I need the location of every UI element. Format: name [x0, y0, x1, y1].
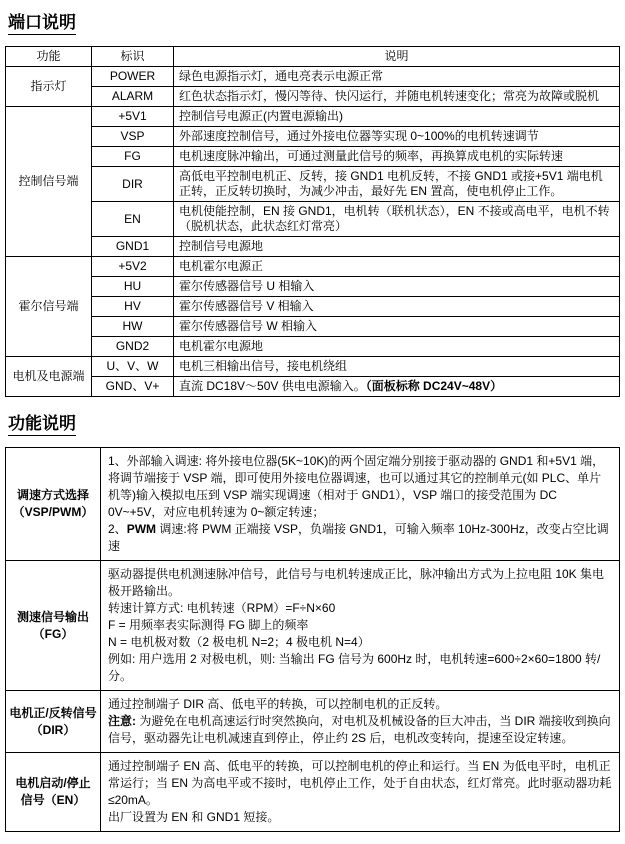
fn-row-vsp-pwm — [6, 448, 620, 561]
paragraph: 注意: 为避免在电机高速运行时突然换向，对电机及机械设备的巨大冲击，当 DIR 端接收到换向信号，驱动器先让电机减速直到停止，停止约 2S 后，电机改变转向，提速至设定转速。 — [108, 714, 611, 745]
fn-label-line: 调速方式选择 — [16, 488, 89, 502]
desc-cell: 霍尔传感器信号 W 相输入 — [174, 317, 620, 337]
desc-cell: 外部速度控制信号，通过外接电位器等实现 0~100%的电机转速调节 — [174, 127, 620, 147]
desc-cell: 控制信号电源正(内置电源输出) — [174, 107, 620, 127]
fn-desc-cell — [101, 448, 620, 561]
fn-row-dir — [6, 691, 620, 753]
fn-desc-cell — [101, 753, 620, 832]
fn-row-en — [6, 753, 620, 832]
fn-label-line: 信号（EN） — [20, 793, 86, 807]
fn-label-line: （FG） — [32, 626, 74, 641]
id-cell: HW — [92, 317, 174, 337]
port-row-power — [6, 67, 620, 87]
fn-label-line: （DIR） — [30, 722, 76, 737]
id-cell: DIR — [92, 167, 174, 202]
function-table — [5, 447, 620, 832]
port-row-hv — [6, 297, 620, 317]
fn-label-cell — [6, 753, 101, 832]
fn-label-line: 测速信号输出 — [16, 609, 89, 624]
function-cell-indicator: 指示灯 — [6, 67, 92, 107]
fn-label-cell — [6, 448, 101, 561]
id-cell: GND1 — [92, 237, 174, 257]
page-title-functions: 功能说明 — [8, 409, 76, 436]
desc-cell: 霍尔传感器信号 U 相输入 — [174, 277, 620, 297]
desc-cell — [174, 377, 620, 397]
paragraph: F = 用频率表实际测得 FG 脚上的频率 — [108, 618, 309, 632]
id-cell: FG — [92, 147, 174, 167]
id-cell: U、V、W — [92, 357, 174, 377]
paragraph: 通过控制端子 EN 高、低电平的转换，可以控制电机的停止和运行。当 EN 为低电平时，电机正常运行；当 EN 为高电平或不接时，电机停止工作，处于自由状态，红灯常亮。此时驱动器功耗≤20mA。 — [108, 759, 612, 807]
port-row-gnd-vplus — [6, 377, 620, 397]
function-cell-control-signal: 控制信号端 — [6, 107, 92, 257]
paragraph: 例如: 用户选用 2 对极电机，则: 当输出 FG 信号为 600Hz 时，电机转速=600÷2×60=1800 转/分。 — [108, 652, 601, 683]
port-row-hu — [6, 277, 620, 297]
desc-bold-text: （面板标称 DC24V~48V） — [365, 379, 503, 393]
desc-cell: 电机霍尔电源地 — [174, 337, 620, 357]
fn-desc-cell — [101, 691, 620, 753]
port-row-alarm — [6, 87, 620, 107]
id-cell: VSP — [92, 127, 174, 147]
id-cell: EN — [92, 202, 174, 237]
port-row-gnd1 — [6, 237, 620, 257]
id-cell: HV — [92, 297, 174, 317]
id-cell: POWER — [92, 67, 174, 87]
port-row-5v1 — [6, 107, 620, 127]
port-row-gnd2 — [6, 337, 620, 357]
paragraph: 通过控制端子 DIR 高、低电平的转换，可以控制电机的正反转。 — [108, 697, 448, 711]
function-cell-motor-power: 电机及电源端 — [6, 357, 92, 397]
port-row-uvw — [6, 357, 620, 377]
paragraph: N = 电机极对数（2 极电机 N=2；4 极电机 N=4） — [108, 635, 370, 649]
port-table-header-row — [6, 47, 620, 67]
id-cell: GND2 — [92, 337, 174, 357]
fn-label-cell — [6, 691, 101, 753]
function-cell-hall-signal: 霍尔信号端 — [6, 257, 92, 357]
fn-row-fg — [6, 561, 620, 691]
desc-text: 直流 DC18V～50V 供电电源输入。 — [179, 379, 366, 393]
fn-label-line: 电机启动/停止 — [15, 776, 91, 790]
desc-cell: 电机速度脉冲输出，可通过测量此信号的频率，再换算成电机的实际转速 — [174, 147, 620, 167]
id-cell: +5V2 — [92, 257, 174, 277]
id-cell: +5V1 — [92, 107, 174, 127]
paragraph: 1、外部输入调速: 将外接电位器(5K~10K)的两个固定端分别接于驱动器的 GND1 和+5V1 端，将调节端接于 VSP 端，即可使用外接电位器调速，也可以通过其它的控制单元(如 PLC、单片机等)输入模拟电压到 VSP 端实现调速（相对于 GND1），VSP 端口的接受范围为 DC 0V~+5V，对应电机转速为 0~额定转速； — [108, 454, 605, 519]
port-row-hw — [6, 317, 620, 337]
id-cell: GND、V+ — [92, 377, 174, 397]
desc-cell: 霍尔传感器信号 V 相输入 — [174, 297, 620, 317]
fn-label-line: （VSP/PWM） — [12, 505, 94, 519]
header-cell-function: 功能 — [6, 47, 92, 67]
desc-cell: 电机三相输出信号，接电机绕组 — [174, 357, 620, 377]
desc-cell: 红色状态指示灯，慢闪等待、快闪运行，并随电机转速变化；常亮为故障或脱机 — [174, 87, 620, 107]
port-row-en — [6, 202, 620, 237]
desc-cell: 控制信号电源地 — [174, 237, 620, 257]
port-table — [5, 46, 620, 397]
paragraph: 2、PWM 调速:将 PWM 正端接 VSP，负端接 GND1，可输入频率 10Hz-300Hz，改变占空比调速 — [108, 522, 609, 553]
port-row-5v2 — [6, 257, 620, 277]
id-cell: ALARM — [92, 87, 174, 107]
paragraph: 驱动器提供电机测速脉冲信号，此信号与电机转速成正比，脉冲输出方式为上拉电阻 10K 集电极开路输出。 — [108, 567, 605, 598]
paragraph: 出厂设置为 EN 和 GND1 短接。 — [108, 810, 280, 824]
page-title-ports: 端口说明 — [8, 8, 76, 35]
port-row-fg — [6, 147, 620, 167]
port-row-vsp — [6, 127, 620, 147]
desc-cell: 电机霍尔电源正 — [174, 257, 620, 277]
header-cell-description: 说明 — [174, 47, 620, 67]
paragraph: 转速计算方式: 电机转速（RPM）=F÷N×60 — [108, 601, 336, 615]
port-row-dir — [6, 167, 620, 202]
fn-label-cell — [6, 561, 101, 691]
header-cell-id: 标识 — [92, 47, 174, 67]
desc-cell: 高低电平控制电机正、反转，接 GND1 电机反转，不接 GND1 或接+5V1 端电机正转，正反转切换时，为减少冲击，最好先 EN 置高，使电机停止工作。 — [174, 167, 620, 202]
desc-cell: 绿色电源指示灯，通电亮表示电源正常 — [174, 67, 620, 87]
fn-label-line: 电机正/反转信号 — [9, 705, 97, 720]
id-cell: HU — [92, 277, 174, 297]
desc-cell: 电机使能控制，EN 接 GND1，电机转（联机状态），EN 不接或高电平，电机不转（脱机状态，此状态红灯常亮） — [174, 202, 620, 237]
fn-desc-cell — [101, 561, 620, 691]
